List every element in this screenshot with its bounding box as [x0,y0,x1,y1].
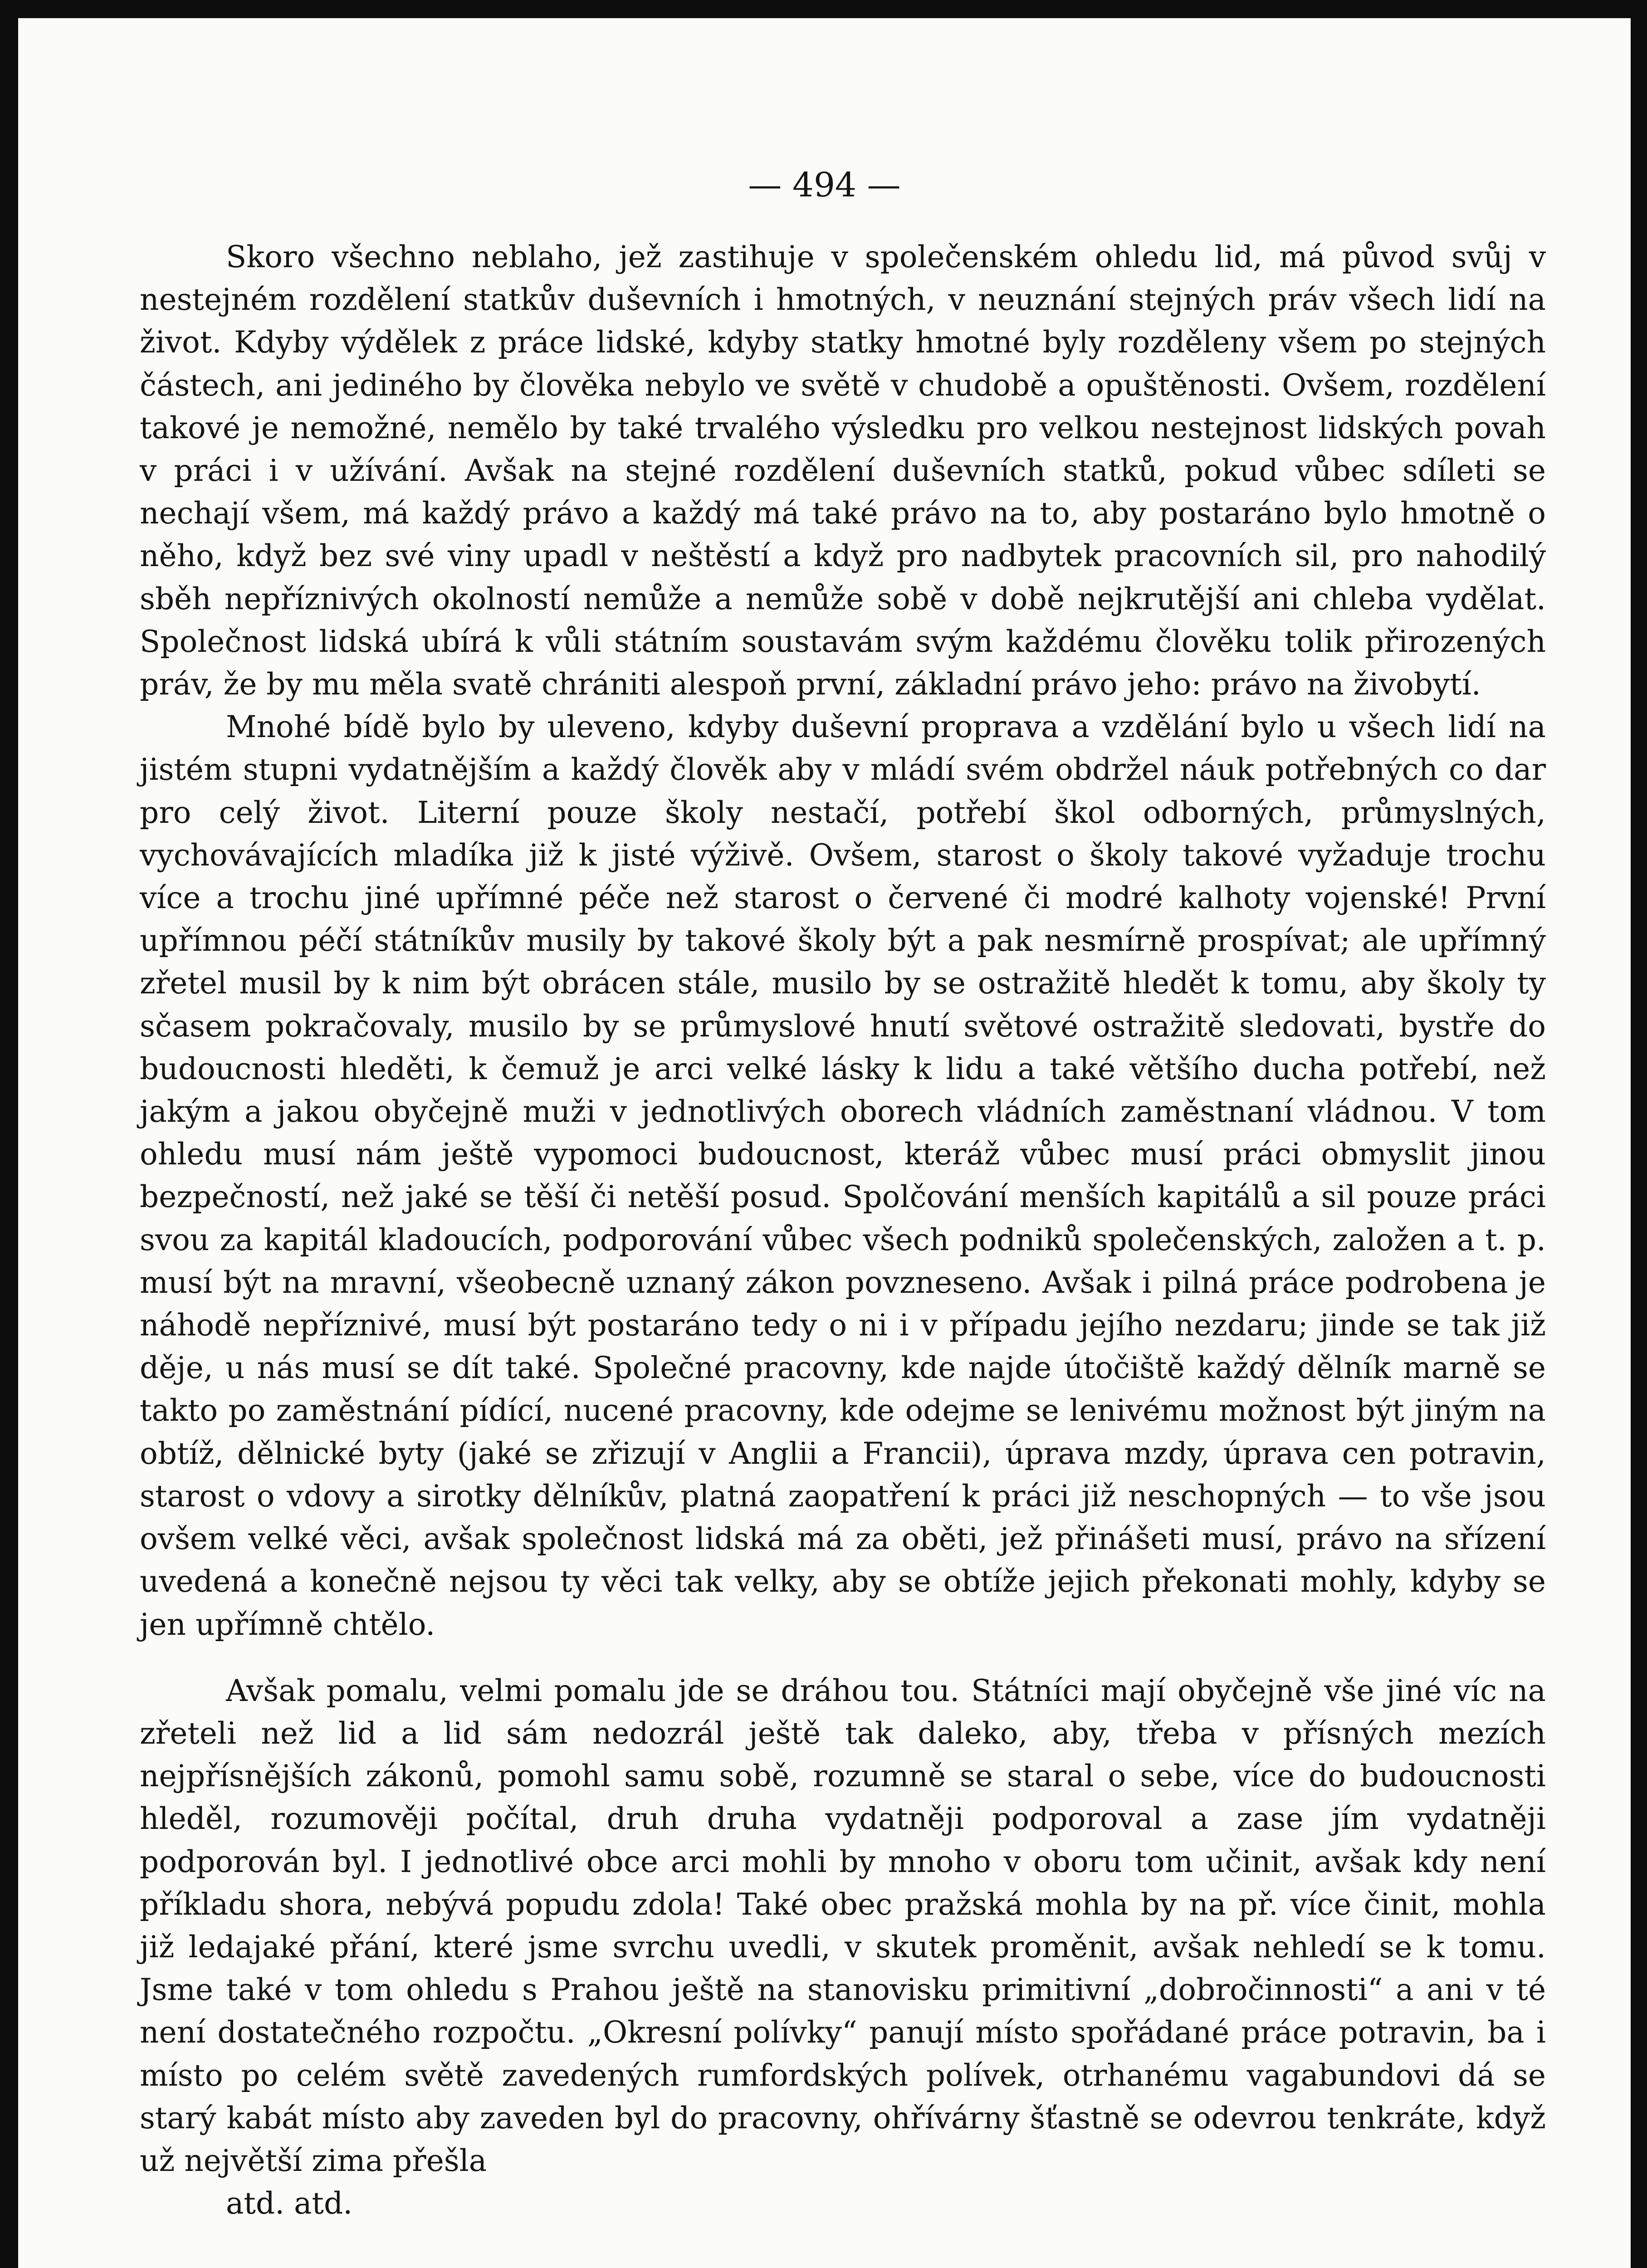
paragraph: Mnohé bídě bylo by uleveno, kdyby duševní proprava a vzdělání bylo u všech lidí na jistém stupni vydatnějším a každý člověk aby v mládí svém obdržel náuk potřebných co dar pro celý život. Literní pouze školy nestačí, potřebí škol odborných, průmyslných, vychovávajících mladíka již k jisté výživě. Ovšem, starost o školy takové vyžaduje trochu více a trochu jiné upřímné péče než starost o červené či modré kalhoty vojenské! První upřímnou péčí státníkův musily by takové školy být a pak nesmírně prospívat; ale upřímný zřetel musil by k nim být obrácen stále, musilo by se ostražitě hledět k tomu, aby školy ty sčasem pokračovaly, musilo by se průmyslové hnutí světové ostražitě sledovati, bystře do budoucnosti hleděti, k čemuž je arci velké lásky k lidu a také většího ducha potřebí, než jakým a jakou obyčejně muži v jednotlivých oborech vládních zaměstnaní vládnou. V tom ohledu musí nám ještě vypomoci budoucnost, kteráž vůbec musí práci obmyslit jinou bezpečností, než jaké se těší či netěší posud. Spolčování menších kapitálů a sil pouze práci svou za kapitál kladoucích, podporování vůbec všech podniků společenských, založen a t. p. musí být na mravní, všeobecně uznaný zákon povzneseno. Avšak i pilná práce podrobena je náhodě nepříznivé, musí být postaráno tedy o ni i v případu jejího nezdaru; jinde se tak již děje, u nás musí se dít také. Společné pracovny, kde najde útočiště každý dělník marně se takto po zaměstnání pídící, nucené pracovny, kde odejme se lenivému možnost být jiným na obtíž, dělnické byty (jaké se zřizují v Anglii a Francii), úprava mzdy, úprava cen potravin, starost o vdovy a sirotky dělníkův, platná zaopatření k práci již neschopných — to vše jsou ovšem velké věci, avšak společnost lidská má za oběti, jež přinášeti musí, právo na sřízení uvedená a konečně nejsou ty věci tak velky, aby se obtíže jejich překonati mohly, kdyby se jen upřímně chtělo. [140,709,1546,1642]
book-page [18,18,1631,2268]
paragraph: Avšak pomalu, velmi pomalu jde se dráhou tou. Státníci mají obyčejně vše jiné víc na zřeteli než lid a lid sám nedozrál ještě tak daleko, aby, třeba v přísných mezích nejpřísnějších zákonů, pomohl samu sobě, rozumně se staral o sebe, více do budoucnosti hleděl, rozumověji počítal, druh druha vydatněji podporoval a zase jím vydatněji podporován byl. I jednotlivé obce arci mohli by mnoho v oboru tom učinit, avšak kdy není příkladu shora, nebývá popudu zdola! Také obec pražská mohla by na př. více činit, mohla již ledajaké přání, které jsme svrchu uvedli, v skutek proměnit, avšak nehledí se k tomu. Jsme také v tom ohledu s Prahou ještě na stanovisku primitivní „dobročinnosti“ a ani v té není dostatečného rozpočtu. „Okresní polívky“ panují místo spořádané práce potravin, ba i místo po celém světě zavedených rumfordských polívek, otrhanému vagabundovi dá se starý kabát místo aby zaveden byl do pracovny, ohřívárny šťastně se odevrou tenkráte, když už největší zima přešla [140,1673,1546,2178]
page-number: — 494 — [748,166,901,205]
body-text [140,236,1546,2225]
paragraph: Skoro všechno neblaho, jež zastihuje v společenském ohledu lid, má původ svůj v nestejném rozdělení statkův duševních i hmotných, v neuznání stejných práv všech lidí na život. Kdyby výdělek z práce lidské, kdyby statky hmotné byly rozděleny všem po stejných částech, ani jediného by člověka nebylo ve světě v chudobě a opuštěnosti. Ovšem, rozdělení takové je nemožné, nemělo by také trvalého výsledku pro velkou nestejnost lidských povah v práci i v užívání. Avšak na stejné rozdělení duševních statků, pokud vůbec sdíleti se nechají všem, má každý právo a každý má také právo na to, aby postaráno bylo hmotně o něho, když bez své viny upadl v neštěstí a když pro nadbytek pracovních sil, pro nahodilý sběh nepříznivých okolností nemůže a nemůže sobě v době nejkrutější ani chleba vydělat. Společnost lidská ubírá k vůli státním soustavám svým každému člověku tolik přirozených práv, že by mu měla svatě chrániti alespoň první, základní právo jeho: právo na živobytí. [140,240,1546,702]
closing-line: atd. atd. [226,2186,353,2221]
